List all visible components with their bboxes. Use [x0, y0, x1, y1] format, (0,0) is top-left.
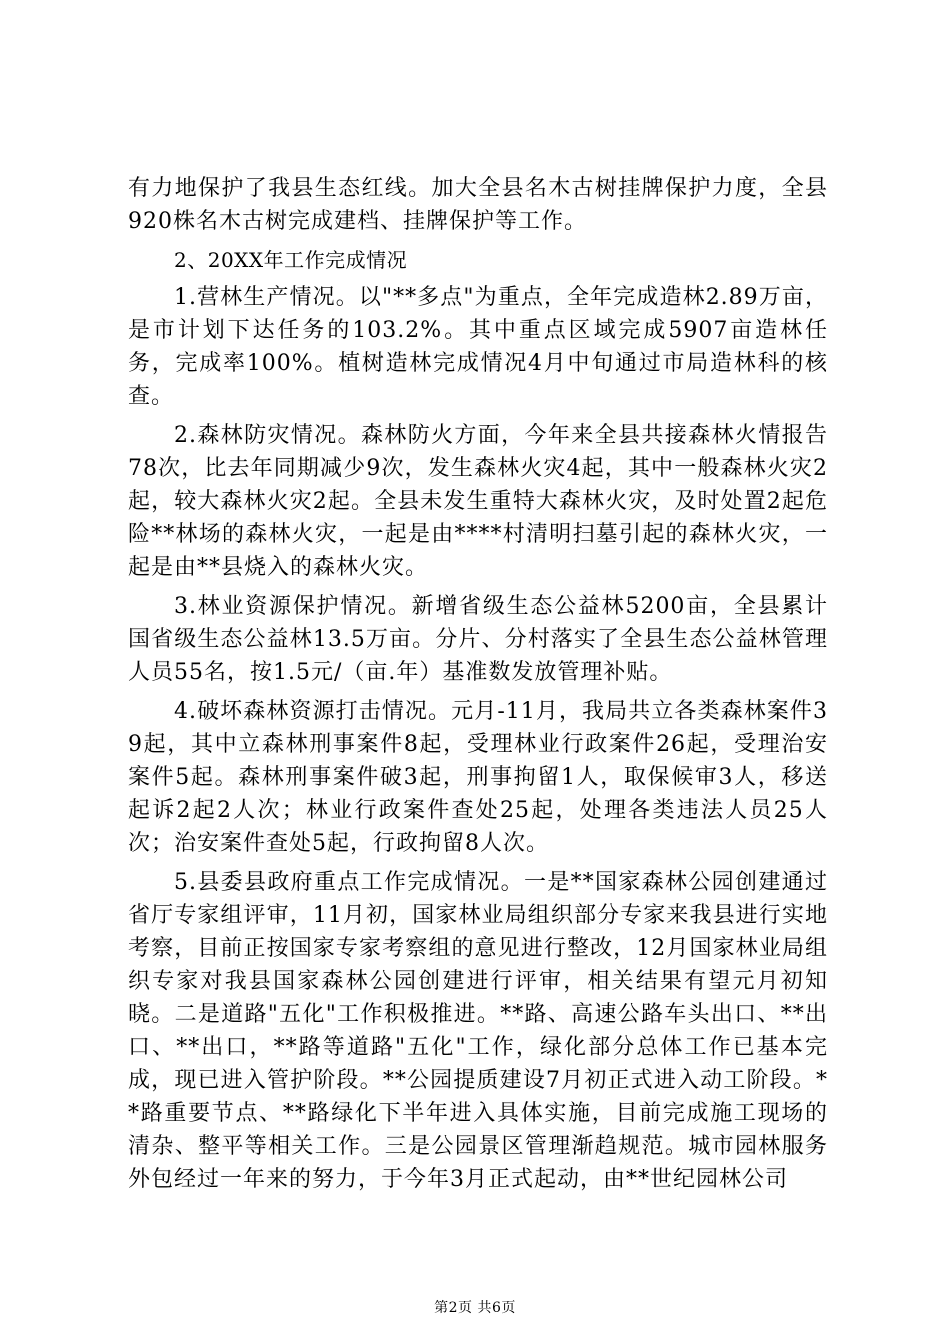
- paragraph-fire-prevention: 2.森林防灾情况。森林防火方面，今年来全县共接森林火情报告78次，比去年同期减少9次，发生森林火灾4起，其中一般森林火灾2起，较大森林火灾2起。全县未发生重特大森林火灾，及时处置2起危险**林场的森林火灾，一起是由****村清明扫墓引起的森林火灾，一起是由**县烧入的森林火灾。: [128, 423, 828, 580]
- section-heading: 2、20XX年工作完成情况: [174, 248, 408, 272]
- document-body: [128, 172, 828, 1202]
- paragraph-key-work: 5.县委县政府重点工作完成情况。一是**国家森林公园创建通过省厅专家组评审，11月初，国家林业局组织部分专家来我县进行实地考察，目前正按国家专家考察组的意见进行整改，12月国家林业局组织专家对我县国家森林公园创建进行评审，相关结果有望元月初知晓。二是道路"五化"工作积极推进。**路、高速公路车头出口、**出口、**出口，**路等道路"五化"工作，绿化部分总体工作已基本完成，现已进入管护阶段。**公园提质建设7月初正式进入动工阶段。**路重要节点、**路绿化下半年进入具体实施，目前完成施工现场的清杂、整平等相关工作。三是公园景区管理渐趋规范。城市园林服务外包经过一年来的努力，于今年3月正式起动，由**世纪园林公司: [128, 870, 828, 1192]
- paragraph-law-enforcement: 4.破坏森林资源打击情况。元月-11月，我局共立各类森林案件39起，其中立森林刑事案件8起，受理林业行政案件26起，受理治安案件5起。森林刑事案件破3起，刑事拘留1人，取保候审3人，移送起诉2起2人次；林业行政案件查处25起，处理各类违法人员25人次；治安案件查处5起，行政拘留8人次。: [128, 699, 828, 856]
- paragraph-forestation: 1.营林生产情况。以"**多点"为重点，全年完成造林2.89万亩，是市计划下达任务的103.2%。其中重点区域完成5907亩造林任务，完成率100%。植树造林完成情况4月中旬通过市局造林科的核查。: [128, 285, 828, 409]
- paragraph-continued: 有力地保护了我县生态红线。加大全县名木古树挂牌保护力度，全县920株名木古树完成建档、挂牌保护等工作。: [128, 176, 828, 234]
- page-footer: 第2页 共6页: [434, 1300, 516, 1316]
- paragraph-resource-protection: 3.林业资源保护情况。新增省级生态公益林5200亩，全县累计国省级生态公益林13.5万亩。分片、分村落实了全县生态公益林管理人员55名，按1.5元/（亩.年）基准数发放管理补贴。: [128, 594, 828, 685]
